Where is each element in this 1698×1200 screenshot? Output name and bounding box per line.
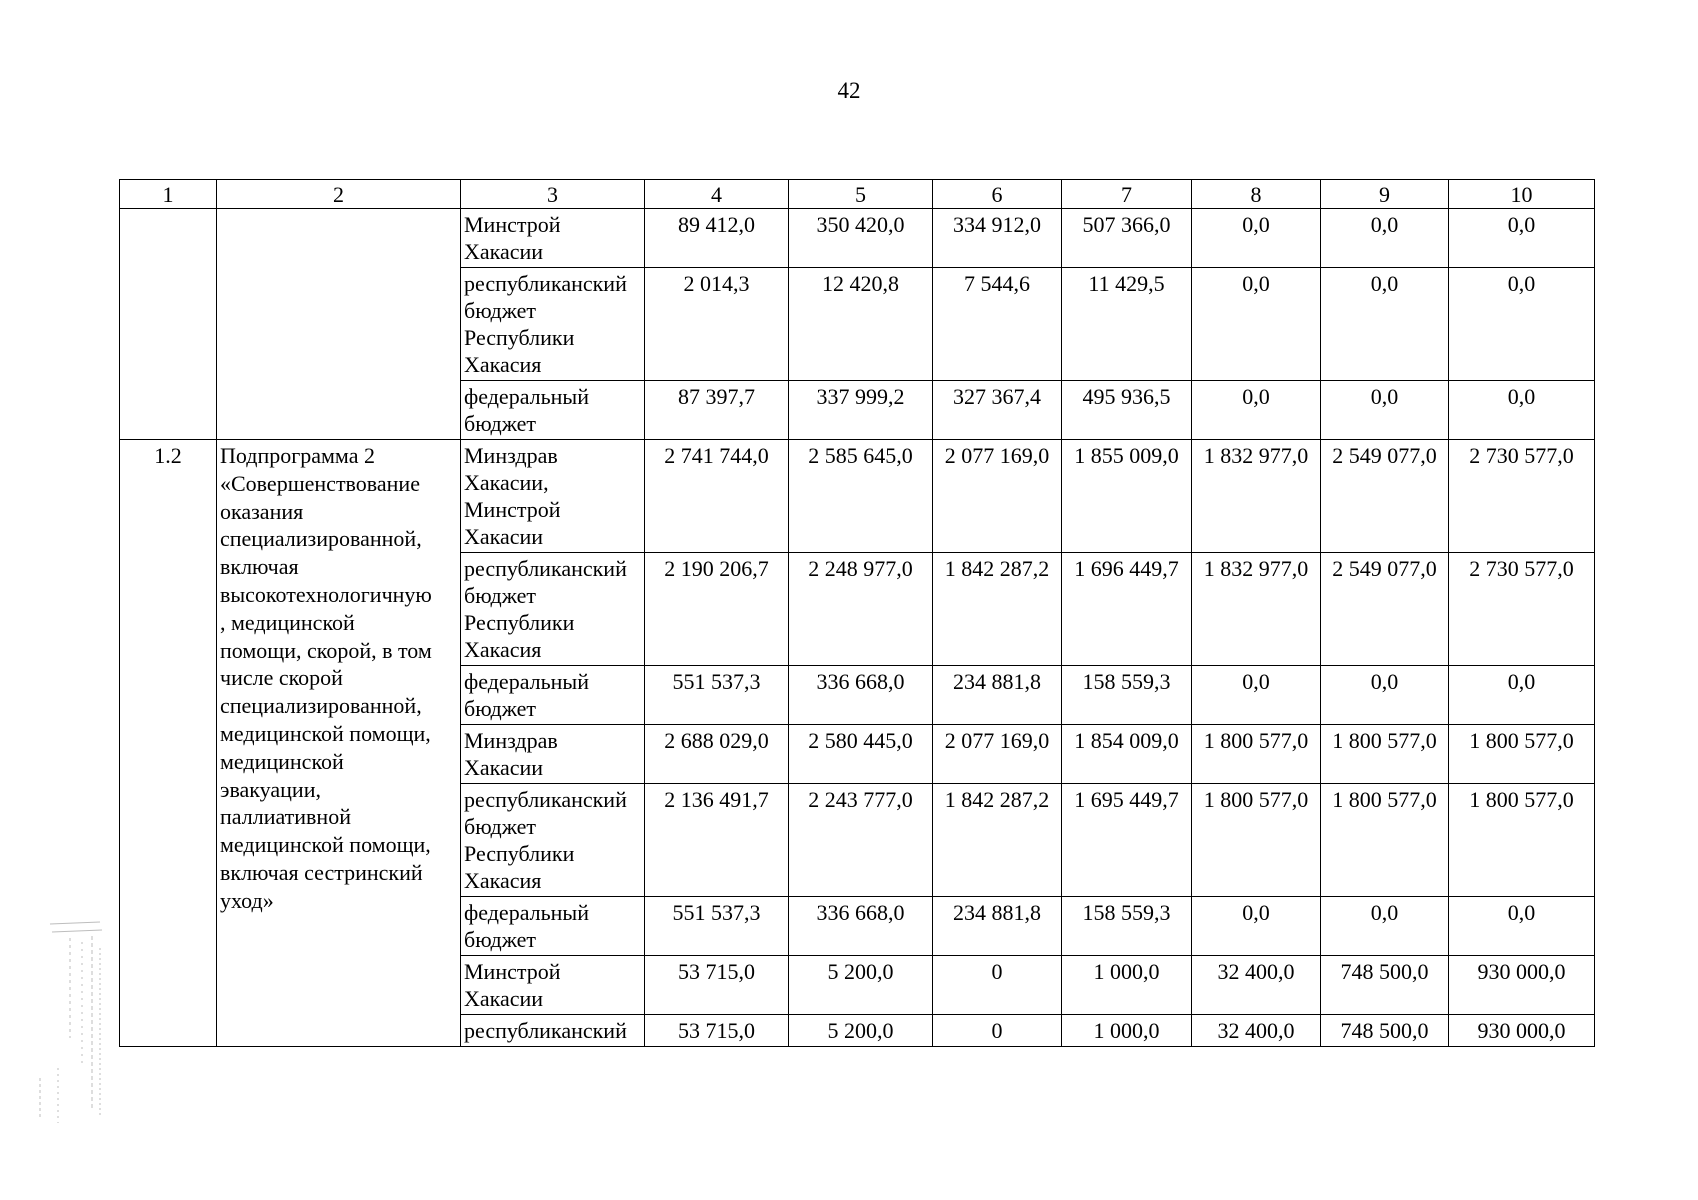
- funding-source-cell: [461, 1015, 645, 1047]
- funding-source-cell: [461, 956, 645, 1015]
- value-cell: 336 668,0: [789, 666, 933, 725]
- value-cell: 2 243 777,0: [789, 784, 933, 897]
- funding-source-line: Республики: [464, 841, 575, 866]
- value-cell: 2 077 169,0: [933, 440, 1062, 553]
- funding-source-line: Хакасии: [464, 986, 544, 1011]
- value-cell: 0,0: [1321, 666, 1449, 725]
- funding-source-line: республиканский: [464, 556, 627, 581]
- value-cell: 1 695 449,7: [1062, 784, 1192, 897]
- value-cell: 0,0: [1449, 381, 1595, 440]
- id-cell-empty: [120, 209, 217, 440]
- value-cell: 748 500,0: [1321, 1015, 1449, 1047]
- value-cell: 1 000,0: [1062, 1015, 1192, 1047]
- funding-source-line: Минздрав: [464, 728, 558, 753]
- value-cell: 0,0: [1192, 381, 1321, 440]
- value-cell: 12 420,8: [789, 268, 933, 381]
- header-cell: 4: [645, 180, 789, 209]
- value-cell: 158 559,3: [1062, 897, 1192, 956]
- value-cell: 1 832 977,0: [1192, 553, 1321, 666]
- value-cell: 2 014,3: [645, 268, 789, 381]
- funding-source-cell: [461, 268, 645, 381]
- table-row: [120, 209, 1595, 268]
- subprogram-name-line: , медицинской: [220, 609, 355, 635]
- value-cell: 53 715,0: [645, 1015, 789, 1047]
- value-cell: 2 248 977,0: [789, 553, 933, 666]
- value-cell: 0,0: [1192, 897, 1321, 956]
- value-cell: 32 400,0: [1192, 1015, 1321, 1047]
- subprogram-name: [217, 440, 461, 1047]
- value-cell: 0: [933, 956, 1062, 1015]
- value-cell: 2 580 445,0: [789, 725, 933, 784]
- funding-source-line: федеральный: [464, 669, 589, 694]
- subprogram-name-line: числе скорой: [220, 665, 343, 691]
- subprogram-name-line: специализированной,: [220, 693, 422, 719]
- value-cell: 1 832 977,0: [1192, 440, 1321, 553]
- funding-source-line: Хакасии: [464, 239, 544, 264]
- funding-source-line: Республики: [464, 325, 575, 350]
- value-cell: 0,0: [1449, 897, 1595, 956]
- value-cell: 2 585 645,0: [789, 440, 933, 553]
- subprogram-name-line: специализированной,: [220, 526, 422, 552]
- subprogram-name-line: помощи, скорой, в том: [220, 637, 432, 663]
- header-cell: 1: [120, 180, 217, 209]
- value-cell: 87 397,7: [645, 381, 789, 440]
- value-cell: 2 136 491,7: [645, 784, 789, 897]
- subprogram-name-line: высокотехнологичную: [220, 581, 432, 607]
- value-cell: 930 000,0: [1449, 956, 1595, 1015]
- funding-source-cell: [461, 381, 645, 440]
- value-cell: 2 741 744,0: [645, 440, 789, 553]
- value-cell: 1 842 287,2: [933, 784, 1062, 897]
- value-cell: 2 077 169,0: [933, 725, 1062, 784]
- funding-source-cell: [461, 897, 645, 956]
- value-cell: 0,0: [1449, 268, 1595, 381]
- funding-source-line: бюджет: [464, 814, 536, 839]
- subprogram-id: 1.2: [120, 440, 217, 1047]
- funding-source-line: Хакасия: [464, 868, 542, 893]
- subprogram-name-line: включая сестринский: [220, 859, 423, 885]
- value-cell: 234 881,8: [933, 666, 1062, 725]
- subprogram-name-line: медицинской: [220, 748, 344, 774]
- header-cell: 6: [933, 180, 1062, 209]
- value-cell: 495 936,5: [1062, 381, 1192, 440]
- value-cell: 0,0: [1321, 897, 1449, 956]
- value-cell: 327 367,4: [933, 381, 1062, 440]
- funding-source-line: республиканский: [464, 1018, 627, 1043]
- subprogram-name-line: эвакуации,: [220, 776, 321, 802]
- funding-source-line: республиканский: [464, 787, 627, 812]
- table-body: [120, 180, 1595, 1047]
- value-cell: 0,0: [1449, 209, 1595, 268]
- value-cell: 0,0: [1321, 381, 1449, 440]
- funding-source-line: Хакасия: [464, 637, 542, 662]
- value-cell: 551 537,3: [645, 666, 789, 725]
- value-cell: 2 730 577,0: [1449, 553, 1595, 666]
- table-row: [120, 440, 1595, 553]
- value-cell: 11 429,5: [1062, 268, 1192, 381]
- value-cell: 2 549 077,0: [1321, 440, 1449, 553]
- value-cell: 2 688 029,0: [645, 725, 789, 784]
- value-cell: 2 549 077,0: [1321, 553, 1449, 666]
- funding-source-cell: [461, 553, 645, 666]
- funding-source-line: Минстрой: [464, 959, 561, 984]
- value-cell: 0,0: [1192, 209, 1321, 268]
- funding-source-line: Минздрав: [464, 443, 558, 468]
- value-cell: 350 420,0: [789, 209, 933, 268]
- value-cell: 0,0: [1449, 666, 1595, 725]
- subprogram-name-line: включая: [220, 554, 299, 580]
- value-cell: 0,0: [1192, 268, 1321, 381]
- header-cell: 10: [1449, 180, 1595, 209]
- funding-source-cell: [461, 440, 645, 553]
- value-cell: 7 544,6: [933, 268, 1062, 381]
- value-cell: 5 200,0: [789, 1015, 933, 1047]
- funding-source-line: федеральный: [464, 384, 589, 409]
- funding-source-line: бюджет: [464, 583, 536, 608]
- value-cell: 1 854 009,0: [1062, 725, 1192, 784]
- page-number: 42: [837, 78, 861, 103]
- value-cell: 1 800 577,0: [1449, 725, 1595, 784]
- funding-source-cell: [461, 209, 645, 268]
- subprogram-name-line: медицинской помощи,: [220, 832, 431, 858]
- funding-source-cell: [461, 666, 645, 725]
- value-cell: 930 000,0: [1449, 1015, 1595, 1047]
- value-cell: 336 668,0: [789, 897, 933, 956]
- value-cell: 1 696 449,7: [1062, 553, 1192, 666]
- side-stamp-mark: [30, 918, 104, 1128]
- value-cell: 1 000,0: [1062, 956, 1192, 1015]
- subprogram-name-line: медицинской помощи,: [220, 720, 431, 746]
- value-cell: 53 715,0: [645, 956, 789, 1015]
- value-cell: 1 800 577,0: [1449, 784, 1595, 897]
- value-cell: 0,0: [1321, 268, 1449, 381]
- value-cell: 1 800 577,0: [1192, 784, 1321, 897]
- value-cell: 1 842 287,2: [933, 553, 1062, 666]
- budget-table: [119, 179, 1595, 1047]
- value-cell: 32 400,0: [1192, 956, 1321, 1015]
- value-cell: 551 537,3: [645, 897, 789, 956]
- header-row: [120, 180, 1595, 209]
- funding-source-line: федеральный: [464, 900, 589, 925]
- value-cell: 0,0: [1321, 209, 1449, 268]
- value-cell: 507 366,0: [1062, 209, 1192, 268]
- header-cell: 5: [789, 180, 933, 209]
- funding-source-line: Республики: [464, 610, 575, 635]
- value-cell: 748 500,0: [1321, 956, 1449, 1015]
- value-cell: 1 855 009,0: [1062, 440, 1192, 553]
- subprogram-name-line: оказания: [220, 498, 304, 524]
- subprogram-name-line: «Совершенствование: [220, 470, 420, 496]
- value-cell: 2 730 577,0: [1449, 440, 1595, 553]
- header-cell: 8: [1192, 180, 1321, 209]
- value-cell: 1 800 577,0: [1321, 725, 1449, 784]
- value-cell: 2 190 206,7: [645, 553, 789, 666]
- funding-source-cell: [461, 784, 645, 897]
- value-cell: 334 912,0: [933, 209, 1062, 268]
- funding-source-line: Хакасия: [464, 352, 542, 377]
- name-cell-empty: [217, 209, 461, 440]
- funding-source-line: бюджет: [464, 927, 536, 952]
- value-cell: 0,0: [1192, 666, 1321, 725]
- header-cell: 2: [217, 180, 461, 209]
- funding-source-cell: [461, 725, 645, 784]
- funding-source-line: Хакасии,: [464, 470, 549, 495]
- value-cell: 5 200,0: [789, 956, 933, 1015]
- header-cell: 7: [1062, 180, 1192, 209]
- funding-source-line: Минстрой: [464, 497, 561, 522]
- header-cell: 9: [1321, 180, 1449, 209]
- funding-source-line: бюджет: [464, 411, 536, 436]
- value-cell: 337 999,2: [789, 381, 933, 440]
- funding-source-line: бюджет: [464, 696, 536, 721]
- value-cell: 89 412,0: [645, 209, 789, 268]
- subprogram-name-line: уход»: [220, 887, 274, 913]
- funding-source-line: Минстрой: [464, 212, 561, 237]
- value-cell: 1 800 577,0: [1192, 725, 1321, 784]
- subprogram-name-line: паллиативной: [220, 804, 351, 830]
- value-cell: 234 881,8: [933, 897, 1062, 956]
- funding-source-line: республиканский: [464, 271, 627, 296]
- header-cell: 3: [461, 180, 645, 209]
- value-cell: 1 800 577,0: [1321, 784, 1449, 897]
- funding-source-line: бюджет: [464, 298, 536, 323]
- funding-source-line: Хакасии: [464, 755, 544, 780]
- value-cell: 158 559,3: [1062, 666, 1192, 725]
- value-cell: 0: [933, 1015, 1062, 1047]
- subprogram-name-line: Подпрограмма 2: [220, 443, 375, 468]
- funding-source-line: Хакасии: [464, 524, 544, 549]
